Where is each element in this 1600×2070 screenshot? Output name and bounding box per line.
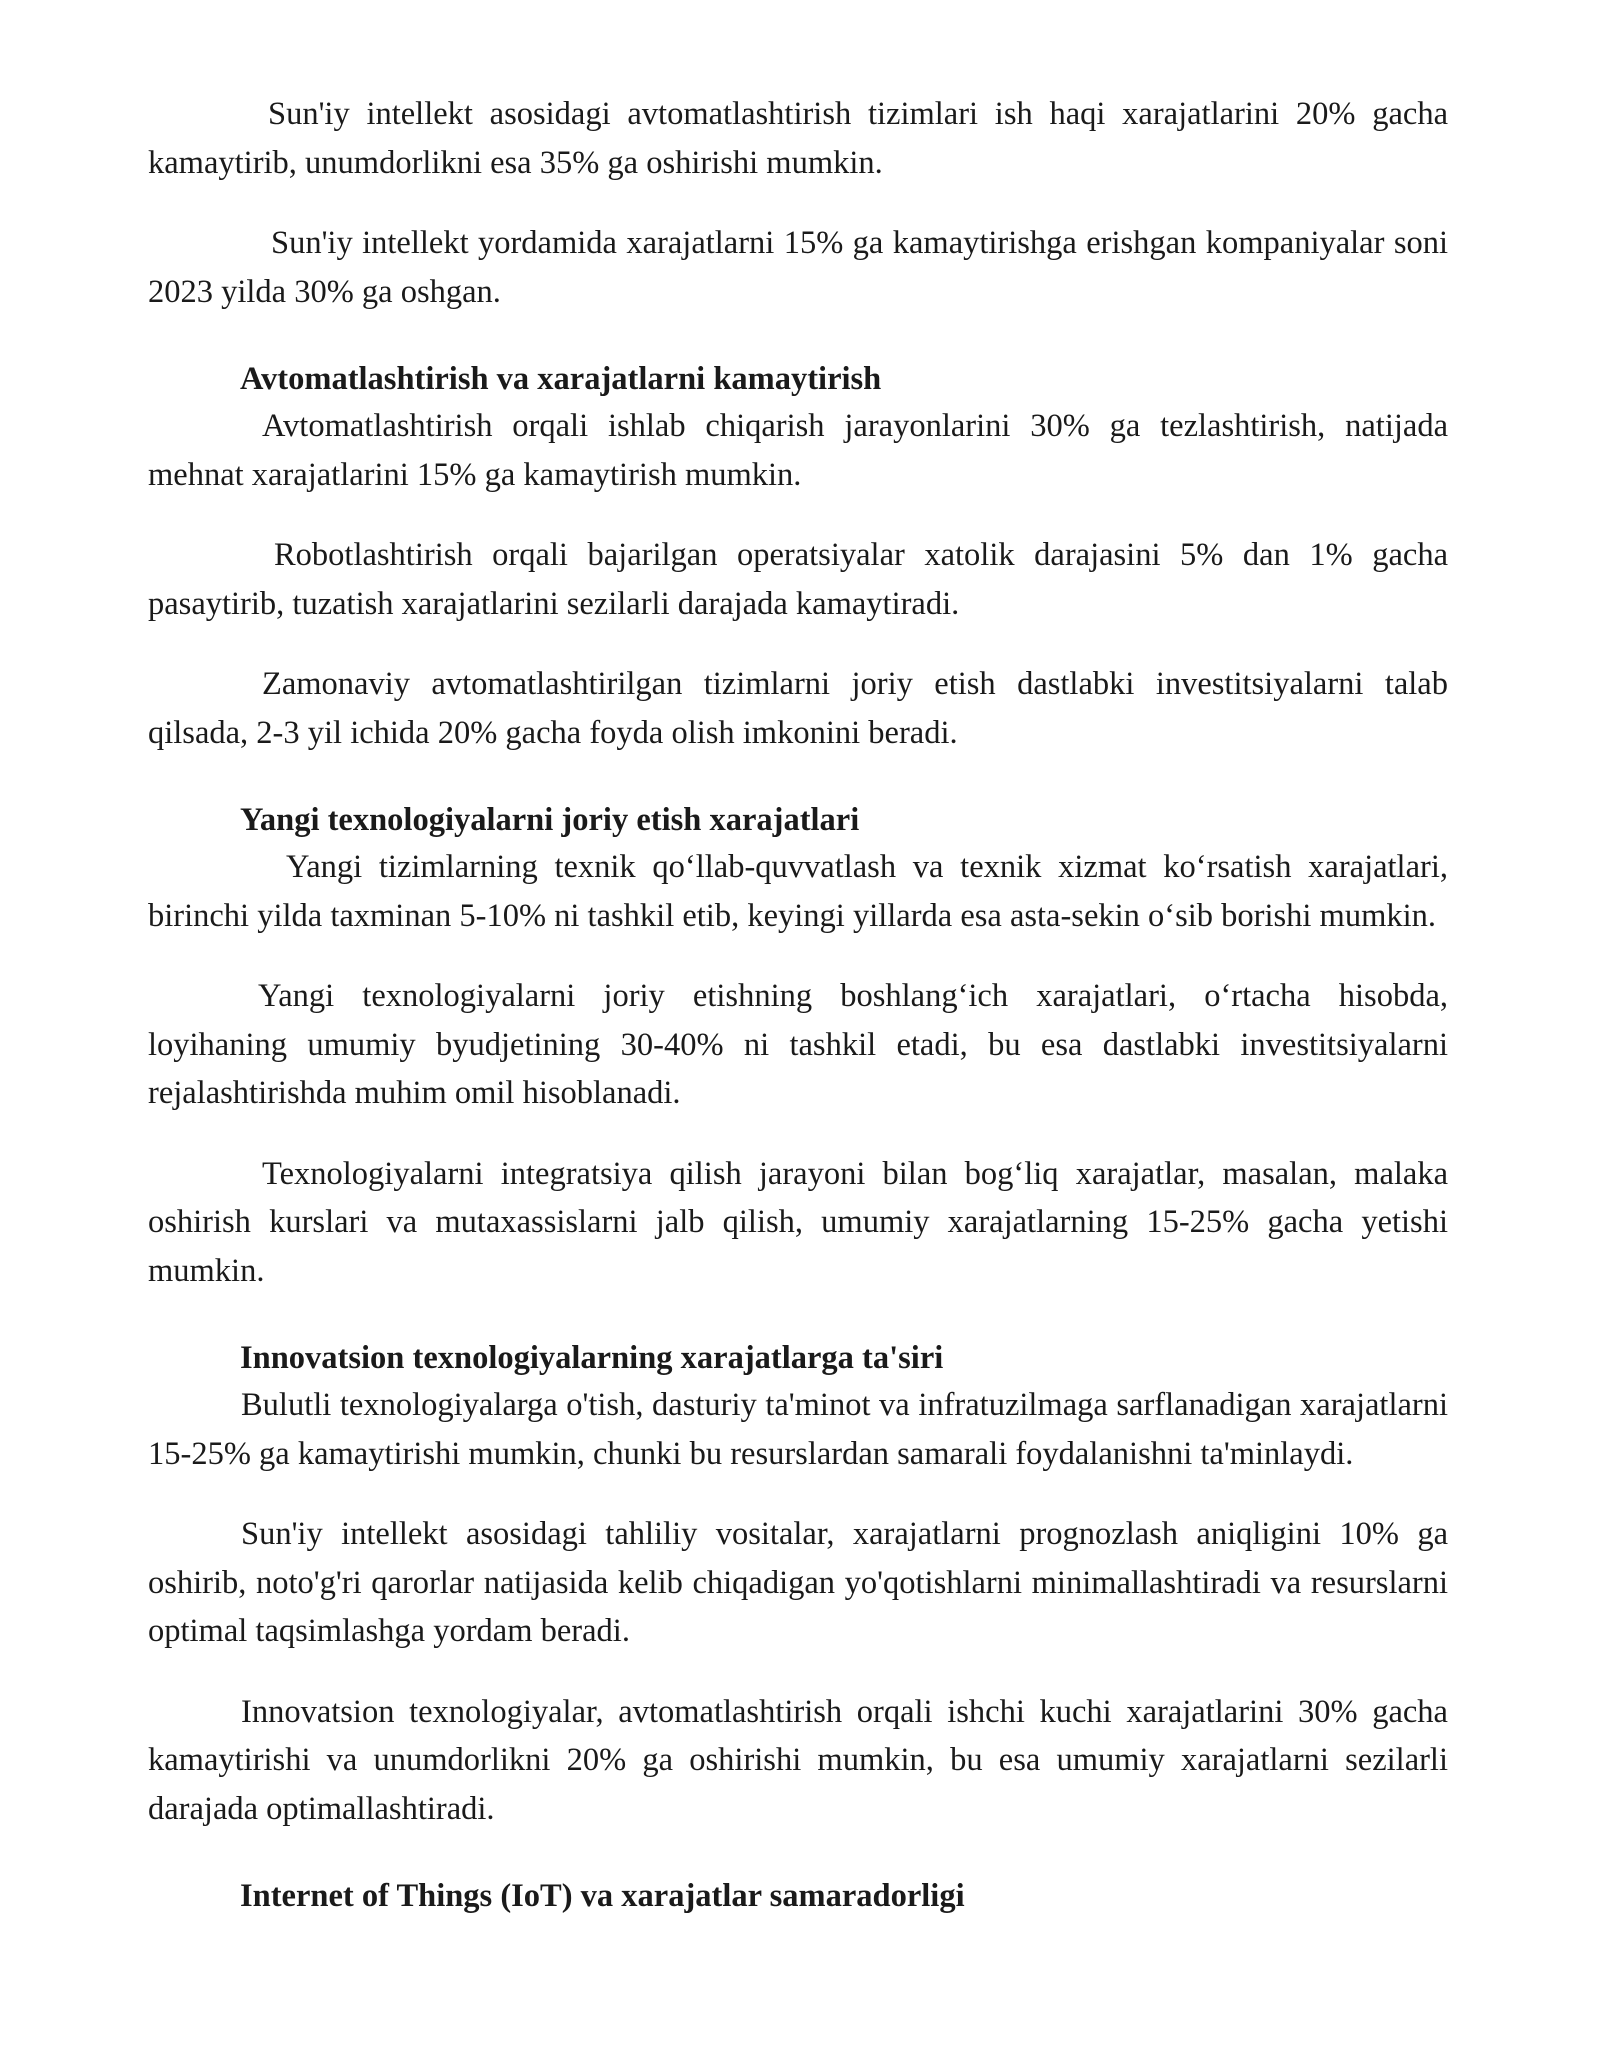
paragraph: Bulutli texnologiyalarga o'tish, dasturiy ta'minot va infratuzilmaga sarflanadigan xarajatlarni 15-25% ga kamaytirishi mumkin, chunki bu resurslardan samarali foydalanishni ta'minlaydi.	[148, 1387, 1448, 1472]
paragraph: Robotlashtirish orqali bajarilgan operatsiyalar xatolik darajasini 5% dan 1% gacha pasaytirib, tuzatish xarajatlarini sezilarli darajada kamaytiradi.	[148, 537, 1448, 622]
section-heading: Yangi texnologiyalarni joriy etish xarajatlari	[240, 802, 860, 838]
section-heading: Internet of Things (IoT) va xarajatlar samaradorligi	[240, 1878, 965, 1914]
section-heading: Avtomatlashtirish va xarajatlarni kamaytirish	[240, 361, 882, 397]
paragraph: Yangi tizimlarning texnik qo‘llab-quvvatlash va texnik xizmat ko‘rsatish xarajatlari, birinchi yilda taxminan 5-10% ni tashkil etib, keyingi yillarda esa asta-sekin o‘sib borishi mumkin.	[148, 849, 1448, 934]
paragraph: Sun'iy intellekt asosidagi avtomatlashtirish tizimlari ish haqi xarajatlarini 20% gacha kamaytirib, unumdorlikni esa 35% ga oshirishi mumkin.	[148, 96, 1448, 181]
paragraph: Sun'iy intellekt yordamida xarajatlarni 15% ga kamaytirishga erishgan kompaniyalar soni 2023 yilda 30% ga oshgan.	[148, 225, 1448, 310]
paragraph: Yangi texnologiyalarni joriy etishning boshlang‘ich xarajatlari, o‘rtacha hisobda, loyihaning umumiy byudjetining 30-40% ni tashkil etadi, bu esa dastlabki investitsiyalarni rejalashtirishda muhim omil hisoblanadi.	[148, 978, 1448, 1111]
section-heading: Innovatsion texnologiyalarning xarajatlarga ta'siri	[240, 1340, 944, 1376]
paragraph: Sun'iy intellekt asosidagi tahliliy vositalar, xarajatlarni prognozlash aniqligini 10% ga oshirib, noto'g'ri qarorlar natijasida kelib chiqadigan yo'qotishlarni minimallashtiradi va resurslarni optimal taqsimlashga yordam beradi.	[148, 1516, 1448, 1649]
document-page	[148, 90, 1448, 1919]
paragraph: Avtomatlashtirish orqali ishlab chiqarish jarayonlarini 30% ga tezlashtirish, natijada mehnat xarajatlarini 15% ga kamaytirish mumkin.	[148, 408, 1448, 493]
paragraph: Innovatsion texnologiyalar, avtomatlashtirish orqali ishchi kuchi xarajatlarini 30% gacha kamaytirishi va unumdorlikni 20% ga oshirishi mumkin, bu esa umumiy xarajatlarni sezilarli darajada optimallashtiradi.	[148, 1693, 1448, 1827]
paragraph: Zamonaviy avtomatlashtirilgan tizimlarni joriy etish dastlabki investitsiyalarni talab qilsada, 2-3 yil ichida 20% gacha foyda olish imkonini beradi.	[148, 666, 1448, 751]
paragraph: Texnologiyalarni integratsiya qilish jarayoni bilan bog‘liq xarajatlar, masalan, malaka oshirish kurslari va mutaxassislarni jalb qilish, umumiy xarajatlarning 15-25% gacha yetishi mumkin.	[148, 1155, 1448, 1289]
